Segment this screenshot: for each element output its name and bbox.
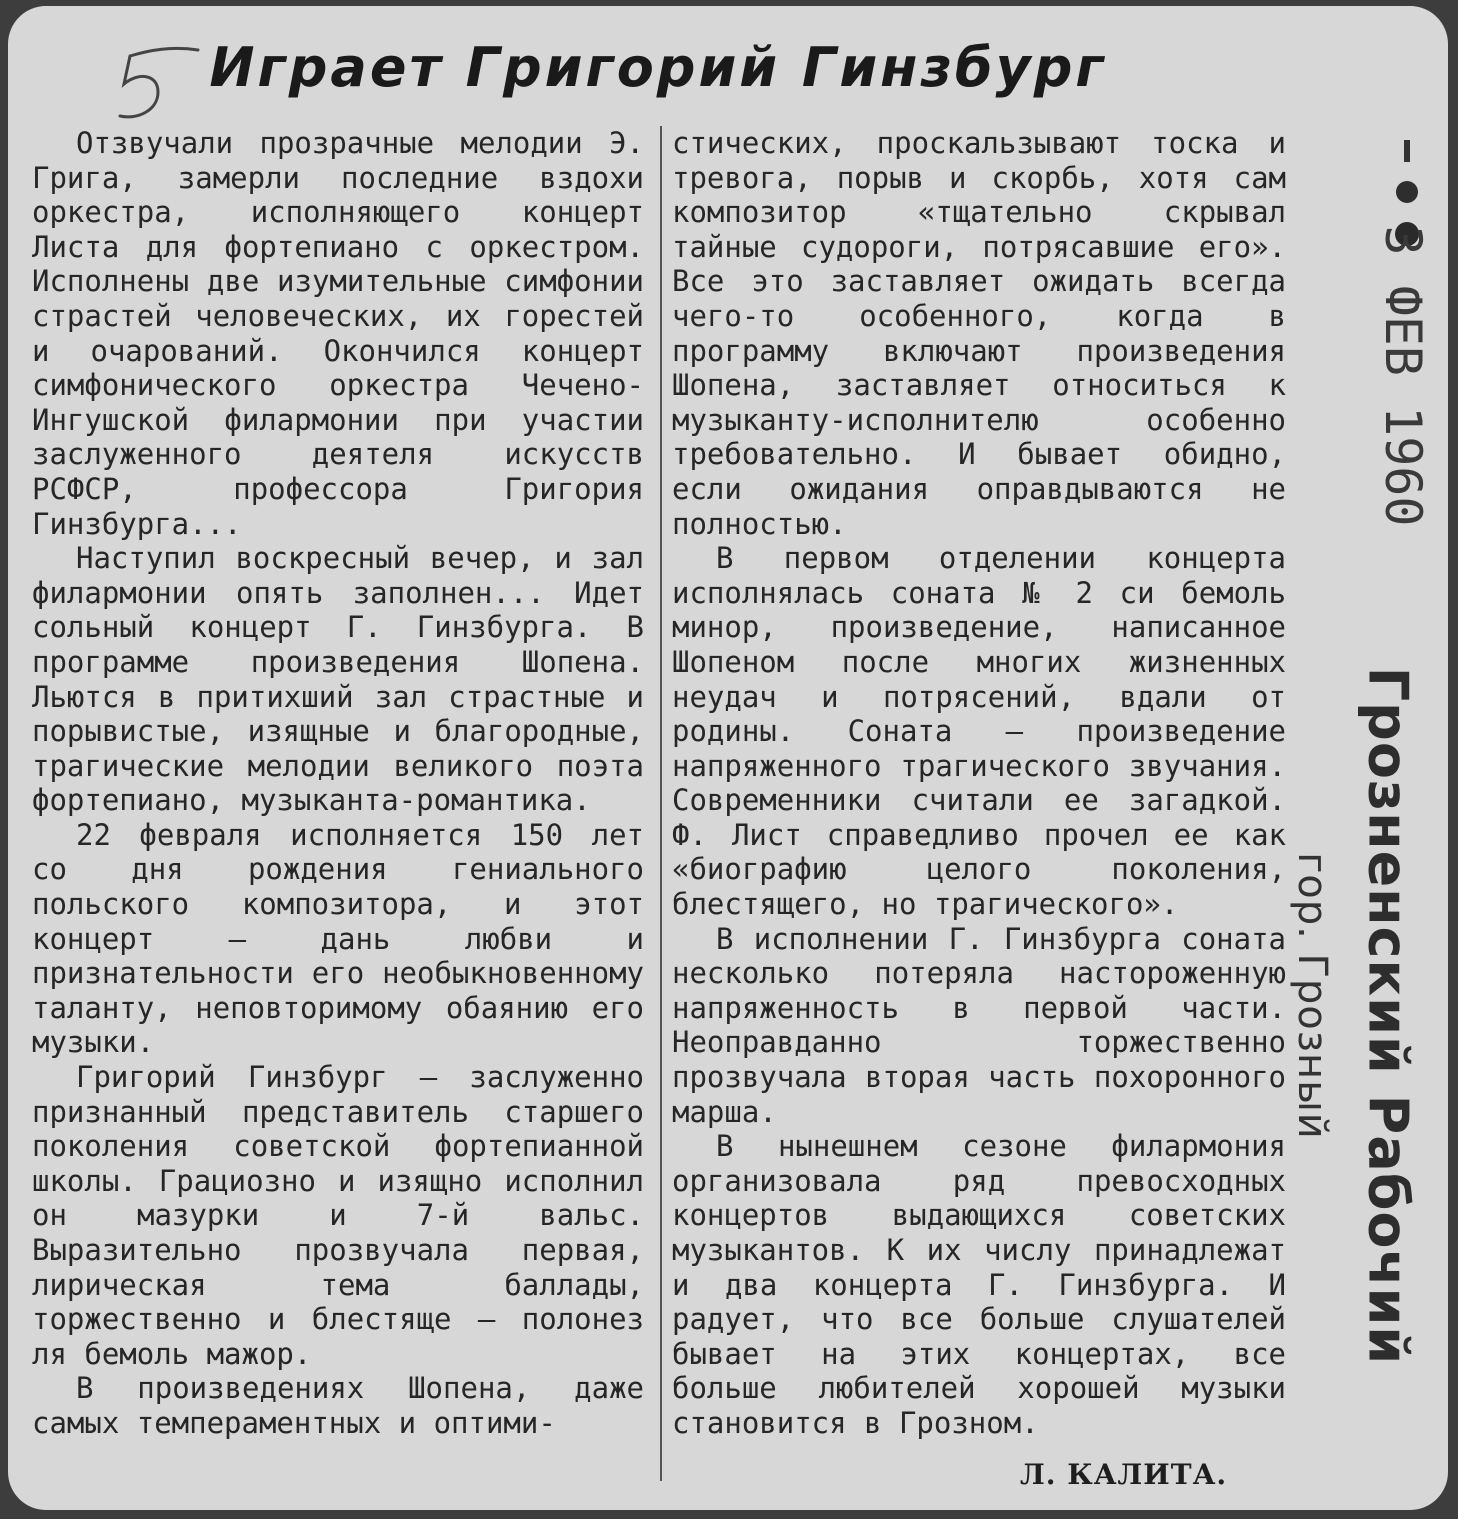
stamp-city-text: гор. Грозный xyxy=(1289,852,1335,1140)
article-headline: Играет Григорий Гинзбург xyxy=(209,36,1107,99)
column-divider xyxy=(660,126,662,1481)
article-paragraph: В первом отделении концерта исполнялась соната № 2 си бемоль минор, произведение, написанное Шопеном после многих жизненных неудач и потрясений, вдали от родины. Соната — произведение напряженного трагического звучания. Современники считали ее загадкой. Ф. Лист справедливо прочел ее как «биографию целого поколения, блестящего, но трагического». xyxy=(672,541,1286,922)
article-paragraph: Григорий Гинзбург — заслуженно признанный представитель старшего поколения советской фортепианной школы. Грациозно и изящно исполнил он мазурки и 7-й вальс. Выразительно прозвучала первая, лирическая тема баллады, торжественно и блестяще — полонез ля бемоль мажор. xyxy=(32,1060,644,1371)
article-paragraph: Наступил воскресный вечер, и зал филармонии опять заполнен... Идет сольный концерт Г. Гинзбурга. В программе произведения Шопена. Льются в притихший зал страстные и порывистые, изящные и благородные, трагические мелодии великого поэта фортепиано, музыканта-романтика. xyxy=(32,541,644,818)
article-paragraph: стических, проскальзывают тоска и тревога, порыв и скорбь, хотя сам композитор «тщательно скрывал тайные судороги, потрясавшие его». Все это заставляет ожидать всегда чего-то особенного, когда в программу включают произведения Шопена, заставляет относиться к музыканту-исполнителю особенно требовательно. И бывает обидно, если ожидания оправдываются не полностью. xyxy=(672,126,1286,541)
stamp-newspaper-text: Грозненский Рабочий xyxy=(1356,666,1420,1366)
article-paragraph: В нынешнем сезоне филармония организовала ряд превосходных концертов выдающихся советских музыкантов. К их числу принадлежат и два концерта Г. Гинзбурга. И радует, что все больше слушателей бывает на этих концертах, все больше любителей хорошей музыки становится в Грозном. xyxy=(672,1129,1286,1440)
article-column-left xyxy=(32,126,644,1441)
article-paragraph: 22 февраля исполняется 150 лет со дня рождения гениального польского композитора, и этот концерт — дань любви и признательности его необыкновенному таланту, неповторимому обаянию его музыки. xyxy=(32,817,644,1060)
author-signature: Л. КАЛИТА. xyxy=(1020,1458,1228,1491)
date-stamp xyxy=(1328,146,1448,606)
article-paragraph: В произведениях Шопена, даже самых темпераментных и оптими- xyxy=(32,1371,644,1440)
article-column-right xyxy=(672,126,1286,1441)
article-paragraph: В исполнении Г. Гинзбурга соната несколько потеряла настороженную напряженность в первой части. Неоправданно торжественно прозвучала вторая часть похоронного марша. xyxy=(672,921,1286,1129)
newspaper-clipping xyxy=(8,6,1448,1510)
city-stamp xyxy=(1272,826,1352,1166)
article-paragraph: Отзвучали прозрачные мелодии Э. Грига, замерли последние вздохи оркестра, исполняющего концерт Листа для фортепиано с оркестром. Исполнены две изумительные симфонии страстей человеческих, их горестей и очарований. Окончился концерт симфонического оркестра Чечено-Ингушской филармонии при участии заслуженного деятеля искусств РСФСР, профессора Григория Гинзбурга... xyxy=(32,126,644,541)
stamp-date-text: 3 ФЕВ 1960 xyxy=(1374,225,1432,527)
